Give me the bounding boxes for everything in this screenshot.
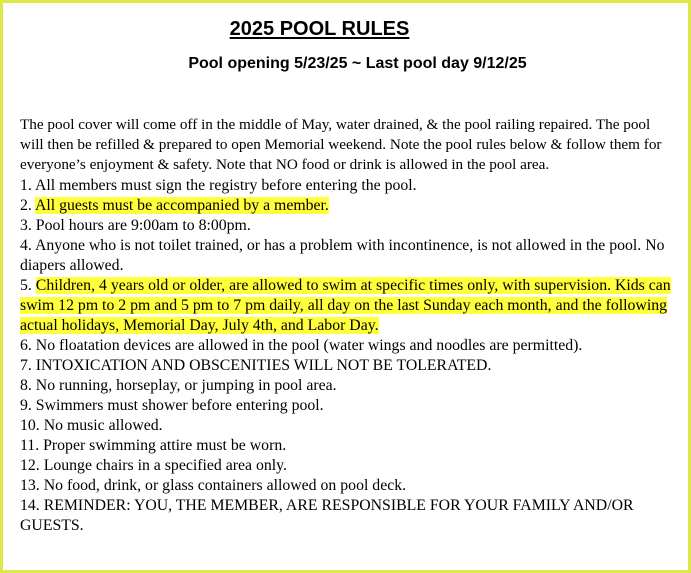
rule-item-11 bbox=[20, 436, 676, 456]
rule-text: No running, horseplay, or jumping in pool area. bbox=[35, 377, 337, 394]
rule-number: 13. bbox=[20, 477, 44, 494]
rule-item-8 bbox=[20, 376, 676, 396]
rule-item-10 bbox=[20, 416, 676, 436]
rule-item-5 bbox=[20, 276, 676, 336]
rule-text: INTOXICATION AND OBSCENITIES WILL NOT BE TOLERATED. bbox=[35, 357, 492, 374]
rule-text-continued: diapers allowed. bbox=[20, 257, 124, 274]
rule-number: 12. bbox=[20, 457, 44, 474]
rule-item-9 bbox=[20, 396, 676, 416]
rule-number: 2. bbox=[20, 197, 35, 214]
rule-text: REMINDER: YOU, THE MEMBER, ARE RESPONSIBLE FOR YOUR FAMILY AND/OR GUESTS. bbox=[20, 497, 634, 534]
rule-number: 3. bbox=[20, 217, 36, 234]
rule-text: Pool hours are 9:00am to 8:00pm. bbox=[35, 217, 251, 234]
rule-item-13 bbox=[20, 476, 676, 496]
rule-number: 1. bbox=[20, 177, 35, 194]
rule-item-6 bbox=[20, 336, 676, 356]
rule-item-2 bbox=[20, 196, 676, 216]
page-subtitle: Pool opening 5/23/25 ~ Last pool day 9/12/25 bbox=[188, 55, 527, 72]
rule-text-highlighted: Children, 4 years old or older, are allowed to swim at specific times only, with supervision. Kids can swim 12 pm to 2 pm and 5 pm to 7 pm daily, all day on the last Sunday each month, and the following actual holidays, Memorial Day, July 4th, and Labor Day. bbox=[20, 277, 671, 334]
rule-text: Lounge chairs in a specified area only. bbox=[43, 457, 287, 474]
rule-text: No floatation devices are allowed in the pool (water wings and noodles are permitted). bbox=[35, 337, 583, 354]
rule-number: 9. bbox=[20, 397, 36, 414]
rule-text: Anyone who is not toilet trained, or has a problem with incontinence, is not allowed in the pool. No bbox=[34, 237, 665, 254]
rule-text: No food, drink, or glass containers allowed on pool deck. bbox=[43, 477, 407, 494]
rule-item-12 bbox=[20, 456, 676, 476]
rule-number: 7. bbox=[20, 357, 36, 374]
rule-number: 6. bbox=[20, 337, 36, 354]
page-title bbox=[3, 17, 688, 41]
rule-number: 11. bbox=[20, 437, 44, 454]
rules-list bbox=[20, 176, 676, 536]
rule-text: Swimmers must shower before entering pool. bbox=[35, 397, 324, 414]
rule-number: 10. bbox=[20, 417, 44, 434]
rule-text: No music allowed. bbox=[43, 417, 163, 434]
rule-text: All members must sign the registry before entering the pool. bbox=[34, 177, 417, 194]
rule-number: 8. bbox=[20, 377, 36, 394]
rule-item-4 bbox=[20, 236, 676, 276]
rule-number: 5. bbox=[20, 277, 36, 294]
page-title-text: 2025 POOL RULES bbox=[229, 18, 410, 40]
rule-text: Proper swimming attire must be worn. bbox=[43, 437, 287, 454]
intro-paragraph: The pool cover will come off in the middle of May, water drained, & the pool railing repaired. The pool will then be refilled & prepared to open Memorial weekend. Note the pool rules below & follow them for everyone’s enjoyment & safety. Note that NO food or drink is allowed in the pool area. bbox=[20, 116, 662, 174]
rule-number: 4. bbox=[20, 237, 35, 254]
rule-text-highlighted: All guests must be accompanied by a member. bbox=[34, 197, 329, 214]
rule-number: 14. bbox=[20, 497, 44, 514]
rule-item-7 bbox=[20, 356, 676, 376]
rule-item-3 bbox=[20, 216, 676, 236]
rule-item-1 bbox=[20, 176, 676, 196]
rule-item-14 bbox=[20, 496, 676, 536]
